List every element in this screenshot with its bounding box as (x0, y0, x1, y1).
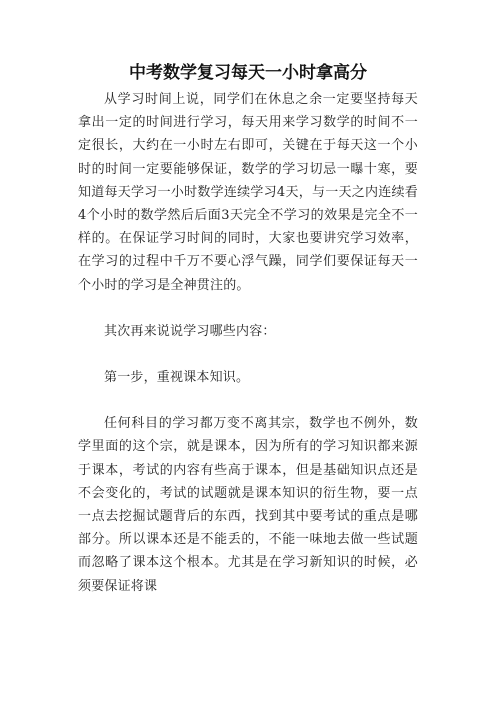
paragraph-study-time: 从学习时间上说，同学们在休息之余一定要坚持每天拿出一定的时间进行学习，每天用来学习数学的时间不一定很长，大约在一小时左右即可，关键在于每天这一个小时的时间一定要能够保证，数学的学习切忌一曝十寒，要知道每天学习一小时数学连续学习4天，与一天之内连续看4个小时的数学然后后面3天完全不学习的效果是完全不一样的。在保证学习时间的同时，大家也要讲究学习效率，在学习的过程中千万不要心浮气躁，同学们要保证每天一个小时的学习是全神贯注的。 (78, 92, 418, 293)
document-title: 中考数学复习每天一小时拿高分 (129, 63, 367, 83)
paragraph-step-one: 第一步，重视课本知识。 (104, 370, 250, 386)
paragraph-content-intro: 其次再来说说学习哪些内容： (104, 323, 276, 339)
paragraph-textbook: 任何科目的学习都万变不离其宗，数学也不例外，数学里面的这个宗，就是课本，因为所有的学习知识都来源于课本，考试的内容有些高于课本，但是基础知识点还是不会变化的，考试的试题就是课本知识的衍生物，要一点一点去挖掘试题背后的东西，找到其中要考试的重点是哪部分。所以课本还是不能丢的，不能一味地去做一些试题而忽略了课本这个根本。尤其是在学习新知识的时候，必须要保证将课 (78, 416, 418, 594)
